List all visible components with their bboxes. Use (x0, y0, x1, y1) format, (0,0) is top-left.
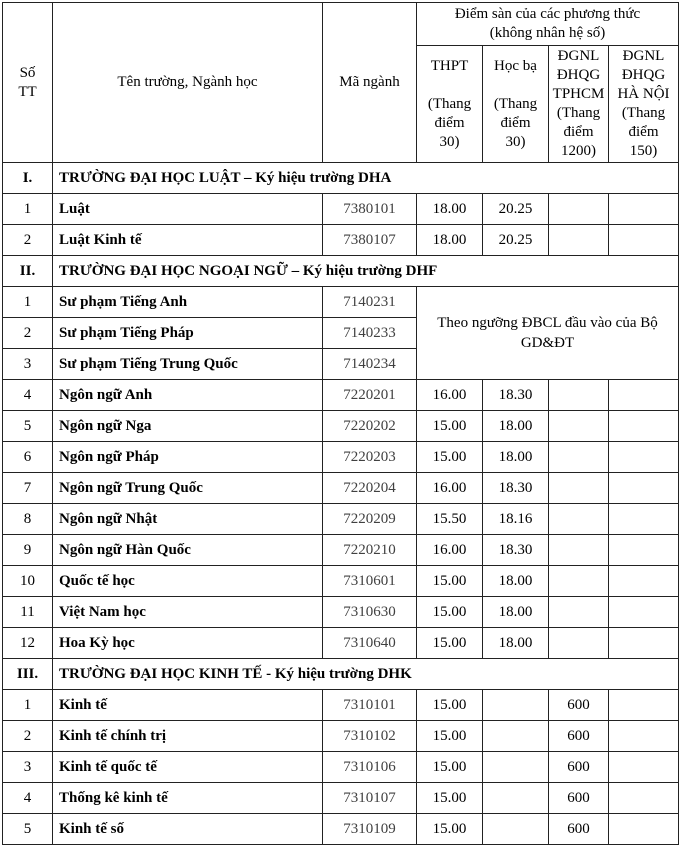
row-hocba-score: 18.00 (483, 597, 549, 628)
row-stt: 5 (3, 411, 53, 442)
row-thpt-score: 16.00 (417, 473, 483, 504)
row-major-code: 7310106 (323, 752, 417, 783)
row-thpt-score: 15.00 (417, 783, 483, 814)
row-stt: 4 (3, 380, 53, 411)
table-row (3, 690, 679, 721)
row-major-code: 7140234 (323, 349, 417, 380)
row-dgnl-hcm-score (549, 597, 609, 628)
row-stt: 6 (3, 442, 53, 473)
header-thpt: THPT (Thang điểm 30) (417, 46, 483, 163)
row-major-code: 7310640 (323, 628, 417, 659)
row-major-code: 7310107 (323, 783, 417, 814)
row-stt: 10 (3, 566, 53, 597)
table-row (3, 628, 679, 659)
header-stt: Số TT (3, 3, 53, 163)
row-thpt-score: 15.00 (417, 597, 483, 628)
row-major-name: Việt Nam học (53, 597, 323, 628)
row-major-code: 7380101 (323, 194, 417, 225)
row-hocba-score (483, 690, 549, 721)
row-thpt-score: 15.50 (417, 504, 483, 535)
row-thpt-score: 15.00 (417, 628, 483, 659)
row-major-code: 7220209 (323, 504, 417, 535)
table-row (3, 721, 679, 752)
row-major-name: Kinh tế số (53, 814, 323, 845)
row-dgnl-hcm-score: 600 (549, 721, 609, 752)
row-dgnl-hcm-score: 600 (549, 814, 609, 845)
table-row (3, 814, 679, 845)
header-hocba: Học bạ (Thang điểm 30) (483, 46, 549, 163)
row-major-code: 7310101 (323, 690, 417, 721)
row-major-code: 7220202 (323, 411, 417, 442)
row-major-code: 7310601 (323, 566, 417, 597)
row-stt: 1 (3, 194, 53, 225)
row-dgnl-hcm-score (549, 628, 609, 659)
row-hocba-score (483, 783, 549, 814)
row-major-code: 7220203 (323, 442, 417, 473)
table-row (3, 597, 679, 628)
table-row (3, 380, 679, 411)
row-dgnl-hn-score (609, 783, 679, 814)
section-number: II. (3, 256, 53, 287)
row-dgnl-hcm-score (549, 535, 609, 566)
row-major-name: Luật (53, 194, 323, 225)
row-dgnl-hcm-score: 600 (549, 752, 609, 783)
row-stt: 3 (3, 752, 53, 783)
row-major-code: 7140233 (323, 318, 417, 349)
row-hocba-score: 18.00 (483, 566, 549, 597)
table-row (3, 566, 679, 597)
row-major-name: Kinh tế (53, 690, 323, 721)
row-stt: 2 (3, 318, 53, 349)
row-dgnl-hcm-score (549, 225, 609, 256)
row-dgnl-hcm-score (549, 566, 609, 597)
row-dgnl-hn-score (609, 194, 679, 225)
row-stt: 1 (3, 287, 53, 318)
row-dgnl-hn-score (609, 690, 679, 721)
row-major-code: 7380107 (323, 225, 417, 256)
row-hocba-score: 20.25 (483, 225, 549, 256)
row-major-name: Sư phạm Tiếng Anh (53, 287, 323, 318)
section-number: I. (3, 163, 53, 194)
row-major-name: Ngôn ngữ Anh (53, 380, 323, 411)
row-hocba-score: 18.00 (483, 442, 549, 473)
row-dgnl-hcm-score (549, 411, 609, 442)
row-dgnl-hcm-score (549, 380, 609, 411)
row-dgnl-hcm-score (549, 194, 609, 225)
row-dgnl-hn-score (609, 752, 679, 783)
row-major-code: 7220204 (323, 473, 417, 504)
row-dgnl-hcm-score (549, 473, 609, 504)
row-major-code: 7140231 (323, 287, 417, 318)
row-dgnl-hn-score (609, 473, 679, 504)
row-dgnl-hcm-score: 600 (549, 690, 609, 721)
row-thpt-score: 15.00 (417, 721, 483, 752)
row-dgnl-hn-score (609, 535, 679, 566)
row-major-code: 7220210 (323, 535, 417, 566)
table-row (3, 411, 679, 442)
header-name: Tên trường, Ngành học (53, 3, 323, 163)
row-stt: 7 (3, 473, 53, 504)
row-stt: 11 (3, 597, 53, 628)
row-major-code: 7310630 (323, 597, 417, 628)
row-thpt-score: 15.00 (417, 690, 483, 721)
row-dgnl-hn-score (609, 442, 679, 473)
row-major-name: Luật Kinh tế (53, 225, 323, 256)
row-thpt-score: 15.00 (417, 411, 483, 442)
row-major-name: Ngôn ngữ Hàn Quốc (53, 535, 323, 566)
row-major-name: Quốc tế học (53, 566, 323, 597)
section-title: TRƯỜNG ĐẠI HỌC LUẬT – Ký hiệu trường DHA (53, 163, 679, 194)
row-thpt-score: 16.00 (417, 380, 483, 411)
table-row (3, 473, 679, 504)
header-dgnl-hn: ĐGNL ĐHQG HÀ NỘI (Thang điểm 150) (609, 46, 679, 163)
row-dgnl-hn-score (609, 411, 679, 442)
row-thpt-score: 15.00 (417, 442, 483, 473)
row-dgnl-hcm-score (549, 504, 609, 535)
table-row (3, 442, 679, 473)
row-major-name: Thống kê kinh tế (53, 783, 323, 814)
section-row (3, 256, 679, 287)
table-row (3, 783, 679, 814)
row-thpt-score: 15.00 (417, 566, 483, 597)
row-stt: 2 (3, 225, 53, 256)
row-hocba-score: 18.30 (483, 473, 549, 504)
section-title: TRƯỜNG ĐẠI HỌC KINH TẾ - Ký hiệu trường DHK (53, 659, 679, 690)
row-major-code: 7310109 (323, 814, 417, 845)
row-stt: 3 (3, 349, 53, 380)
row-hocba-score: 18.16 (483, 504, 549, 535)
row-major-name: Hoa Kỳ học (53, 628, 323, 659)
row-major-name: Ngôn ngữ Pháp (53, 442, 323, 473)
table-row (3, 225, 679, 256)
header-dgnl-hcm: ĐGNL ĐHQG TPHCM (Thang điểm 1200) (549, 46, 609, 163)
row-stt: 2 (3, 721, 53, 752)
row-hocba-score: 20.25 (483, 194, 549, 225)
row-dgnl-hn-score (609, 380, 679, 411)
row-stt: 8 (3, 504, 53, 535)
table-row (3, 504, 679, 535)
row-hocba-score (483, 721, 549, 752)
row-thpt-score: 18.00 (417, 194, 483, 225)
section-row (3, 659, 679, 690)
admission-score-table (2, 2, 679, 845)
row-stt: 12 (3, 628, 53, 659)
row-thpt-score: 18.00 (417, 225, 483, 256)
row-dgnl-hn-score (609, 814, 679, 845)
row-dgnl-hn-score (609, 566, 679, 597)
row-major-name: Sư phạm Tiếng Trung Quốc (53, 349, 323, 380)
table-row (3, 535, 679, 566)
row-thpt-score: 15.00 (417, 752, 483, 783)
row-major-name: Ngôn ngữ Nga (53, 411, 323, 442)
row-dgnl-hcm-score: 600 (549, 783, 609, 814)
row-dgnl-hcm-score (549, 442, 609, 473)
header-method-group: Điểm sàn của các phương thức (không nhân hệ số) (417, 3, 679, 46)
row-stt: 9 (3, 535, 53, 566)
row-stt: 4 (3, 783, 53, 814)
header-code: Mã ngành (323, 3, 417, 163)
row-stt: 1 (3, 690, 53, 721)
table-row (3, 287, 679, 318)
row-hocba-score: 18.00 (483, 411, 549, 442)
row-major-code: 7310102 (323, 721, 417, 752)
row-hocba-score: 18.30 (483, 535, 549, 566)
section-title: TRƯỜNG ĐẠI HỌC NGOẠI NGỮ – Ký hiệu trường DHF (53, 256, 679, 287)
row-hocba-score (483, 752, 549, 783)
row-stt: 5 (3, 814, 53, 845)
row-thpt-score: 15.00 (417, 814, 483, 845)
row-dgnl-hn-score (609, 628, 679, 659)
row-dgnl-hn-score (609, 721, 679, 752)
table-row (3, 194, 679, 225)
row-hocba-score (483, 814, 549, 845)
row-major-code: 7220201 (323, 380, 417, 411)
row-thpt-score: 16.00 (417, 535, 483, 566)
row-major-name: Kinh tế quốc tế (53, 752, 323, 783)
row-hocba-score: 18.30 (483, 380, 549, 411)
section-number: III. (3, 659, 53, 690)
row-major-name: Ngôn ngữ Nhật (53, 504, 323, 535)
row-major-name: Kinh tế chính trị (53, 721, 323, 752)
row-dgnl-hn-score (609, 504, 679, 535)
section-row (3, 163, 679, 194)
row-dgnl-hn-score (609, 597, 679, 628)
threshold-note: Theo ngưỡng ĐBCL đầu vào của Bộ GD&ĐT (417, 287, 679, 380)
row-dgnl-hn-score (609, 225, 679, 256)
row-hocba-score: 18.00 (483, 628, 549, 659)
row-major-name: Ngôn ngữ Trung Quốc (53, 473, 323, 504)
table-row (3, 752, 679, 783)
row-major-name: Sư phạm Tiếng Pháp (53, 318, 323, 349)
